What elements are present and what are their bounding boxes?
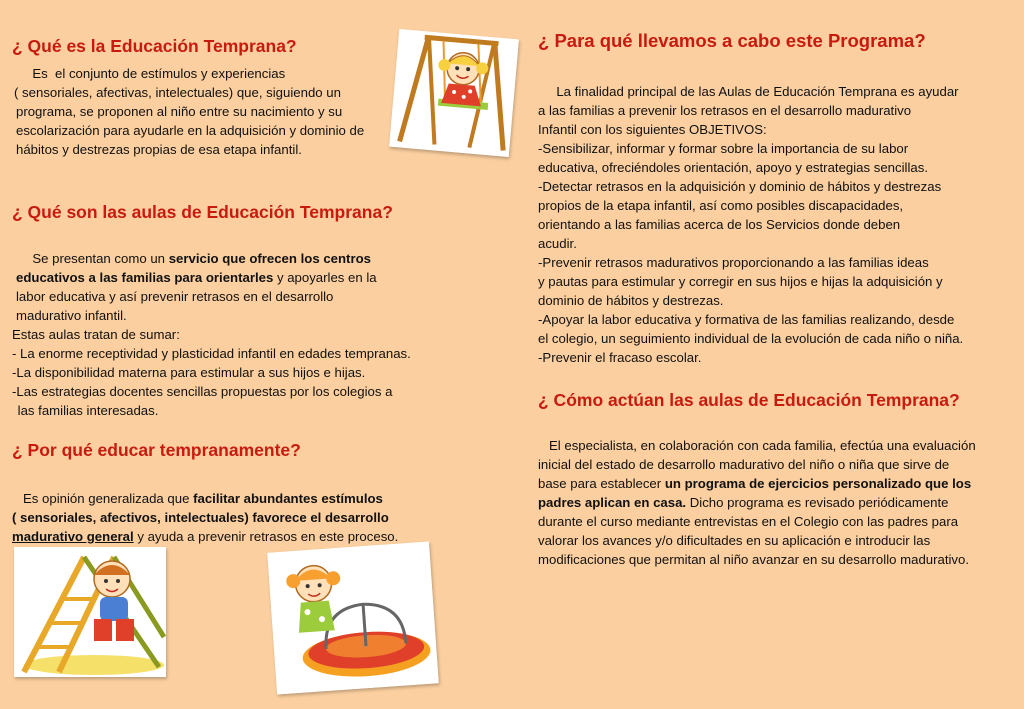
text-line: - La enorme receptividad y plasticidad infantil en edades tempranas.: [12, 346, 411, 361]
bold-text: padres aplican en casa.: [538, 495, 687, 510]
heading-como-actuan: ¿ Cómo actúan las aulas de Educación Temprana?: [538, 390, 960, 410]
heading-que-es: ¿ Qué es la Educación Temprana?: [12, 36, 297, 56]
bold-text: servicio que ofrecen los centros: [168, 251, 371, 266]
text-line: escolarización para ayudarle en la adquisición y dominio de: [16, 123, 365, 138]
child-climbing-illustration: [14, 547, 166, 677]
bold-text: educativos a las familias para orientarles: [16, 270, 274, 285]
text-line: -Prevenir retrasos madurativos proporcionando a las familias ideas: [538, 255, 929, 270]
child-on-carousel-illustration: [267, 542, 439, 695]
text-line: educativa, ofreciéndoles orientación, apoyo y estrategias sencillas.: [538, 160, 928, 175]
text-line: hábitos y destrezas propias de esa etapa infantil.: [16, 142, 302, 157]
text-line: inicial del estado de desarrollo madurativo del niño o niña que sirve de: [538, 457, 950, 472]
text-span: Dicho programa es revisado periódicamente: [686, 495, 949, 510]
text-line: Infantil con los siguientes OBJETIVOS:: [538, 122, 767, 137]
text-line: durante el curso mediante entrevistas en el Colegio con las padres para: [538, 514, 959, 529]
text-line: La finalidad principal de las Aulas de Educación Temprana es ayudar: [538, 84, 959, 99]
text-line: el colegio, un seguimiento individual de la evolución de cada niño o niña.: [538, 331, 964, 346]
paragraph-que-es: [14, 64, 364, 159]
text-line: -Las estrategias docentes sencillas propuestas por los colegios a: [12, 384, 393, 399]
text-span: base para establecer: [538, 476, 665, 491]
heading-que-son-aulas: ¿ Qué son las aulas de Educación Temprana?: [12, 202, 393, 222]
text-line: acudir.: [538, 236, 577, 251]
heading-para-que: ¿ Para qué llevamos a cabo este Programa?: [538, 30, 926, 51]
paragraph-para-que: [538, 82, 963, 367]
text-line: modificaciones que permitan al niño avanzar en su desarrollo madurativo.: [538, 552, 970, 567]
text-line: Estas aulas tratan de sumar:: [12, 327, 180, 342]
text-span: y ayuda a prevenir retrasos en este proceso.: [133, 529, 399, 544]
paragraph-por-que-educar: [12, 489, 398, 546]
text-span: Es opinión generalizada que: [12, 491, 194, 506]
text-line: -Sensibilizar, informar y formar sobre la importancia de su labor: [538, 141, 909, 156]
bold-text: madurativo general: [12, 529, 134, 544]
text-line: las familias interesadas.: [14, 403, 159, 418]
child-on-swing-illustration: [389, 29, 519, 157]
heading-por-que-educar: ¿ Por qué educar tempranamente?: [12, 440, 301, 460]
text-line: labor educativa y así prevenir retrasos en el desarrollo: [16, 289, 334, 304]
text-line: Es el conjunto de estímulos y experiencias: [14, 66, 286, 81]
text-line: -Apoyar la labor educativa y formativa de las familias realizando, desde: [538, 312, 955, 327]
paragraph-que-son-aulas: [14, 249, 411, 420]
bold-text: un programa de ejercicios personalizado que los: [664, 476, 972, 491]
text-line: dominio de hábitos y destrezas.: [538, 293, 724, 308]
text-line: valorar los avances y/o dificultades en su aplicación e introducir las: [538, 533, 931, 548]
text-line: -La disponibilidad materna para estimular a sus hijos e hijas.: [12, 365, 366, 380]
text-line: -Prevenir el fracaso escolar.: [538, 350, 702, 365]
text-line: y pautas para estimular y corregir en sus hijos e hijas la adquisición y: [538, 274, 943, 289]
text-span: y apoyarles en la: [273, 270, 377, 285]
text-line: El especialista, en colaboración con cada familia, efectúa una evaluación: [538, 438, 976, 453]
text-line: a las familias a prevenir los retrasos en el desarrollo madurativo: [538, 103, 912, 118]
text-line: ( sensoriales, afectivas, intelectuales) que, siguiendo un: [14, 85, 341, 100]
text-span: Se presentan como un: [14, 251, 169, 266]
bold-text: ( sensoriales, afectivos, intelectuales) favorece el desarrollo: [12, 510, 389, 525]
text-line: propios de la etapa infantil, así como posibles discapacidades,: [538, 198, 904, 213]
text-line: madurativo infantil.: [16, 308, 127, 323]
paragraph-como-actuan: [538, 436, 976, 569]
text-line: orientando a las familias acerca de los Servicios donde deben: [538, 217, 901, 232]
text-line: programa, se proponen al niño entre su nacimiento y su: [16, 104, 343, 119]
text-line: -Detectar retrasos en la adquisición y dominio de hábitos y destrezas: [538, 179, 942, 194]
bold-text: facilitar abundantes estímulos: [193, 491, 383, 506]
